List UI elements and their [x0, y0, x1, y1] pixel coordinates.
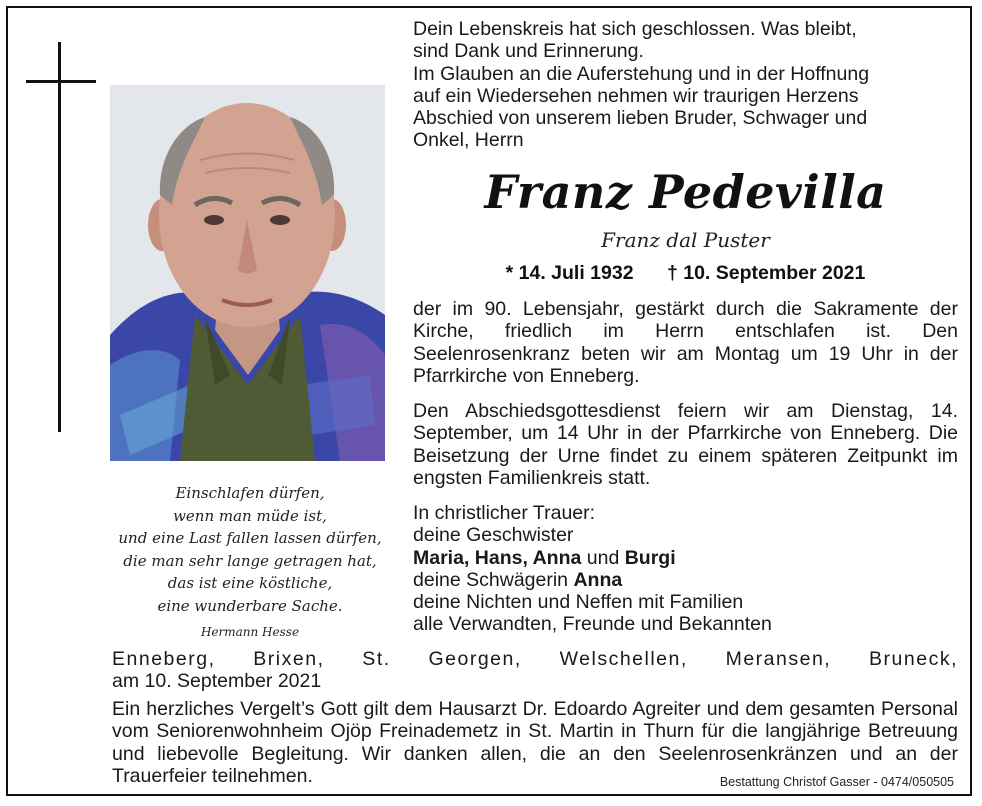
- mourners-heading: In christlicher Trauer:: [413, 502, 596, 524]
- mourners-list: [413, 502, 958, 636]
- cross-icon-horizontal: [26, 80, 96, 83]
- quote-line: die man sehr lange getragen hat,: [123, 551, 377, 570]
- cross-icon-vertical: [58, 42, 61, 432]
- siblings-label: deine Geschwister: [413, 524, 574, 547]
- places-line: [112, 648, 958, 693]
- nieces-line: deine Nichten und Neffen mit Familien: [413, 591, 744, 614]
- place-date: am 10. September 2021: [112, 670, 322, 693]
- birth-date: * 14. Juli 1932: [505, 262, 634, 284]
- sister-in-law-label: deine Schwägerin: [413, 568, 569, 591]
- and-word: und: [586, 546, 620, 569]
- intro-line: Onkel, Herrn: [413, 129, 524, 152]
- death-date: † 10. September 2021: [666, 262, 866, 284]
- funeral-home-credit: Bestattung Christof Gasser - 0474/050505: [719, 775, 954, 789]
- relatives-line: alle Verwandten, Freunde und Bekannten: [413, 613, 772, 636]
- life-dates: [413, 262, 958, 285]
- quote-author: Hermann Hesse: [200, 625, 300, 639]
- intro-line: auf ein Wiedersehen nehmen wir traurigen Herzens: [413, 84, 859, 107]
- quote-line: Einschlafen dürfen,: [175, 484, 325, 502]
- portrait-illustration: [110, 85, 385, 461]
- intro-line: Dein Lebenskreis hat sich geschlossen. Was bleibt,: [413, 18, 857, 40]
- siblings-names: Maria, Hans, Anna: [413, 546, 582, 569]
- intro-line: sind Dank und Erinnerung.: [413, 40, 644, 63]
- funeral-details: Den Abschiedsgottesdienst feiern wir am Dienstag, 14. September, um 14 Uhr in der Pfarrkirche von Enneberg. Die Beisetzung der Urne findet zu einem späteren Zeitpunkt im engsten Familienkreis statt.: [413, 400, 958, 489]
- quote-line: das ist eine köstliche,: [167, 574, 333, 592]
- death-announcement: der im 90. Lebensjahr, gestärkt durch die Sakramente der Kirche, friedlich im Herrn entschlafen ist. Den Seelenrosenkranz beten wir am Montag um 19 Uhr in der Pfarrkirche von Enneberg.: [413, 298, 958, 387]
- places: Enneberg, Brixen, St. Georgen, Welschellen, Meransen, Bruneck,: [112, 648, 958, 670]
- sister-in-law-line: [413, 569, 958, 591]
- intro-line: Im Glauben an die Auferstehung und in der Hoffnung: [413, 62, 870, 85]
- deceased-name: Franz Pedevilla: [484, 165, 887, 219]
- deceased-nickname: Franz dal Puster: [601, 228, 770, 252]
- portrait-photo: [110, 85, 385, 461]
- intro-text: [413, 18, 958, 152]
- sister-in-law-name: Anna: [573, 568, 623, 591]
- quote-block: [100, 482, 400, 644]
- thanks-text: Ein herzliches Vergelt’s Gott gilt dem Hausarzt Dr. Edoardo Agreiter und dem gesamten Personal vom Seniorenwohnheim Ojöp Freinademetz in St. Martin in Thurn für die langjährige Betreuung und liebevolle Begleitung. Wir danken allen, die an den Seelenrosenkränzen und an der Trauerfeier teilnehmen.: [112, 698, 958, 787]
- quote-line: eine wunderbare Sache.: [157, 596, 343, 615]
- intro-line: Abschied von unserem lieben Bruder, Schwager und: [413, 107, 868, 130]
- siblings-names-line: [413, 547, 958, 569]
- sibling-last: Burgi: [624, 546, 676, 569]
- quote-line: und eine Last fallen lassen dürfen,: [118, 529, 382, 547]
- quote-line: wenn man müde ist,: [173, 506, 327, 525]
